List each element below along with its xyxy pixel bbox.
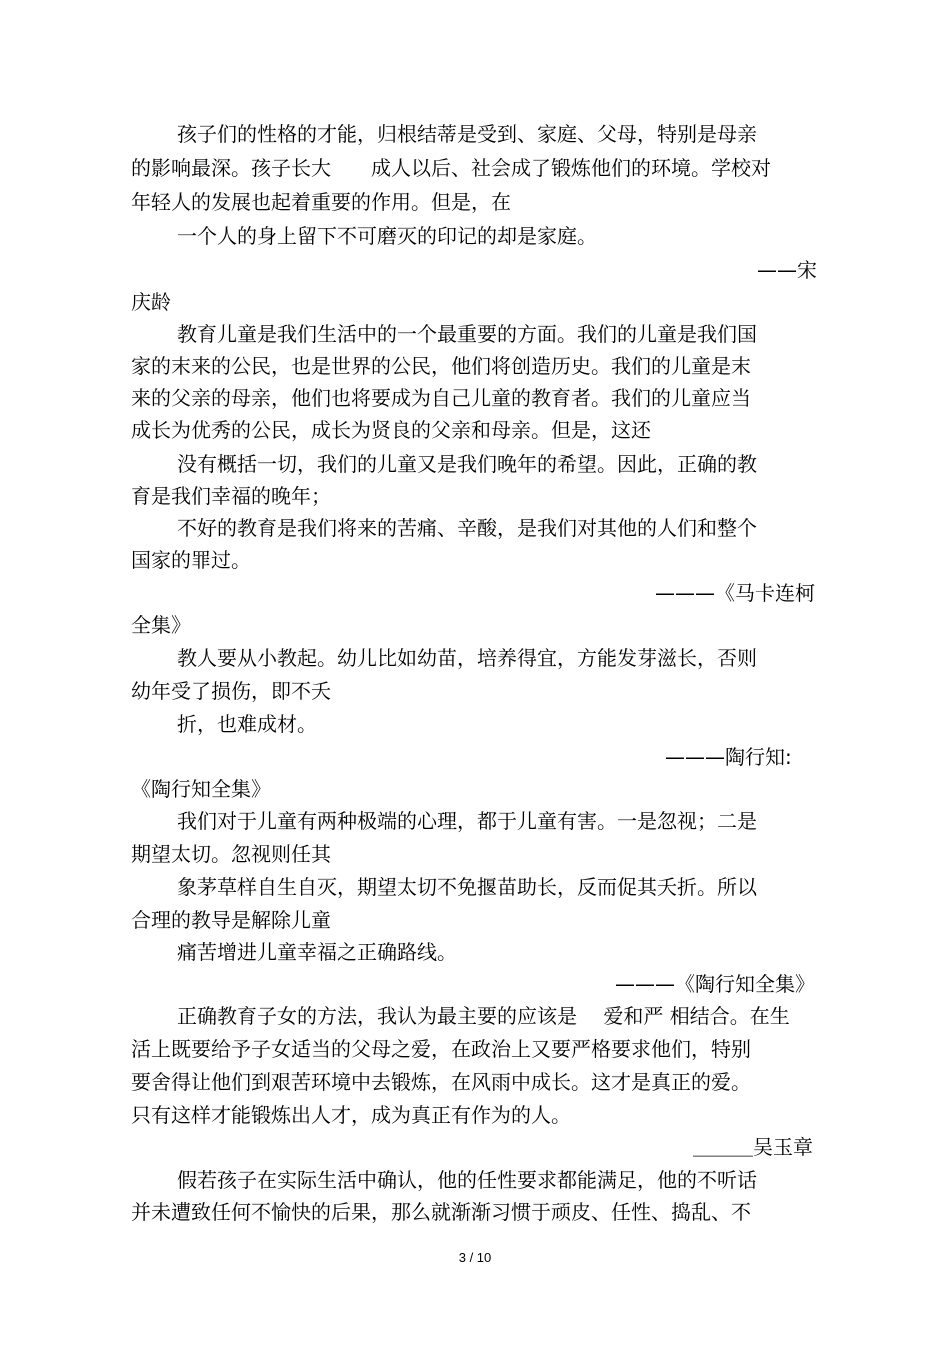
text-line: 活上既要给予子女适当的父母之爱，在政治上又要严格要求他们，特别 (131, 1037, 751, 1061)
text-line: 痛苦增进儿童幸福之正确路线。 (177, 940, 457, 964)
text-line: 教育儿童是我们生活中的一个最重要的方面。我们的儿童是我们国 (177, 322, 757, 346)
text-line: 孩子们的性格的才能，归根结蒂是受到、家庭、父母，特别是母亲 (177, 122, 757, 146)
text-line: 成长为优秀的公民，成长为贤良的父亲和母亲。但是，这还 (131, 418, 651, 442)
text-line: 要舍得让他们到艰苦环境中去锻炼，在风雨中成长。这才是真正的爱。 (131, 1070, 751, 1094)
attribution: 全集》 (131, 613, 191, 637)
attribution: ＿＿＿吴玉章 (693, 1135, 813, 1159)
text-line: 育是我们幸福的晚年； (131, 484, 331, 508)
page-number: 3 / 10 (458, 1250, 492, 1265)
text-line: 年轻人的发展也起着重要的作用。但是，在 (131, 190, 511, 214)
attribution: ———陶行知: (665, 745, 792, 769)
text-line: 并未遭致任何不愉快的后果，那么就渐渐习惯于顽皮、任性、捣乱、不 (131, 1200, 751, 1224)
attribution: ———《陶行知全集》 (615, 972, 815, 996)
attribution: 庆龄 (131, 290, 171, 314)
text-line: 没有概括一切，我们的儿童又是我们晚年的希望。因此，正确的教 (177, 452, 757, 476)
text-line: 我们对于儿童有两种极端的心理，都于儿童有害。一是忽视；二是 (177, 809, 757, 833)
text-line: 教人要从小教起。幼儿比如幼苗，培养得宜，方能发芽滋长，否则 (177, 646, 757, 670)
text-line: 来的父亲的母亲，他们也将要成为自己儿童的教育者。我们的儿童应当 (131, 386, 751, 410)
attribution: ——宋 (757, 258, 817, 282)
attribution: ———《马卡连柯 (655, 581, 815, 605)
text-line: 象茅草样自生自灭，期望太切不免揠苗助长，反而促其夭折。所以 (177, 875, 757, 899)
text-line: 假若孩子在实际生活中确认，他的任性要求都能满足，他的不听话 (177, 1168, 757, 1192)
text-line: 家的末来的公民，也是世界的公民，他们将创造历史。我们的儿童是末 (131, 354, 751, 378)
text-line: 的影响最深。孩子长大 成人以后、社会成了锻炼他们的环境。学校对 (131, 156, 771, 180)
text-line: 幼年受了损伤，即不夭 (131, 679, 331, 703)
attribution: 《陶行知全集》 (131, 777, 271, 801)
text-line: 只有这样才能锻炼出人才，成为真正有作为的人。 (131, 1103, 571, 1127)
text-line: 期望太切。忽视则任其 (131, 842, 331, 866)
text-line: 合理的教导是解除儿童 (131, 908, 331, 932)
text-line: 正确教育子女的方法，我认为最主要的应该是 爱和严 相结合。在生 (177, 1004, 790, 1028)
text-line: 国家的罪过。 (131, 548, 251, 572)
text-line: 不好的教育是我们将来的苦痛、辛酸，是我们对其他的人们和整个 (177, 516, 757, 540)
text-line: 一个人的身上留下不可磨灭的印记的却是家庭。 (177, 224, 597, 248)
text-line: 折，也难成材。 (177, 712, 317, 736)
